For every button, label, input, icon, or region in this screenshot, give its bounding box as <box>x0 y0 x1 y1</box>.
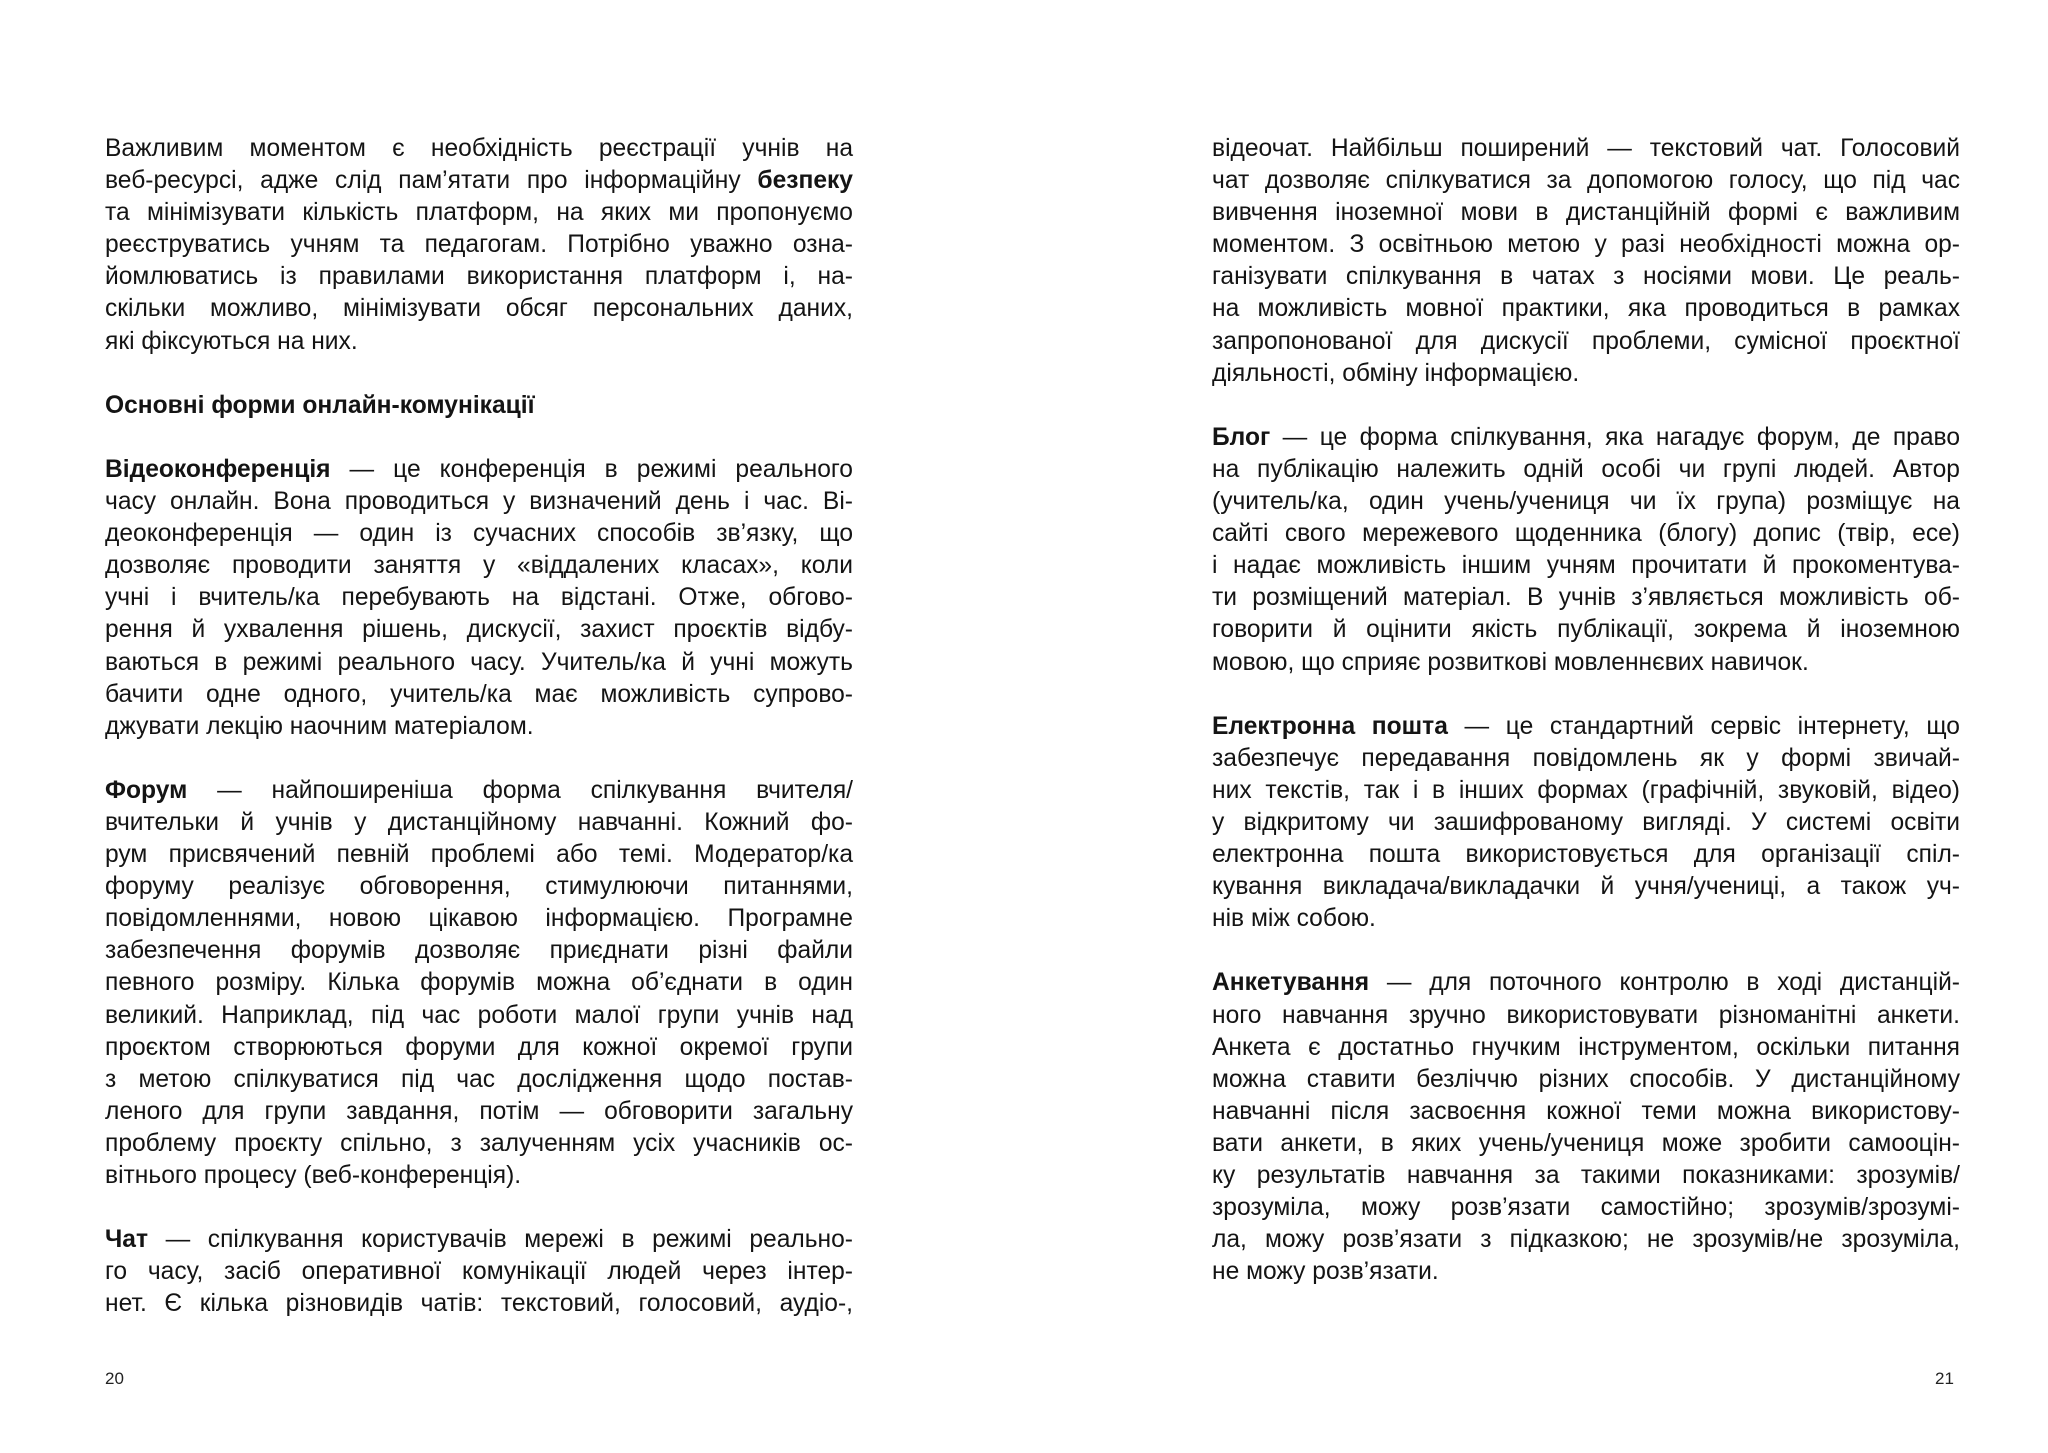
text-run: та мінімізувати кількість платформ, на яких ми пропонуємо <box>105 199 853 227</box>
paragraph <box>105 390 853 422</box>
text-run: проєктом створюються форуми для кожної окремої групи <box>105 1033 853 1061</box>
text-line <box>105 871 853 903</box>
text-run: — це форма спілкування, яка нагадує форум, де право <box>1270 423 1960 451</box>
text-line <box>1212 197 1960 229</box>
text-line <box>105 197 853 229</box>
bold-term: Основні форми онлайн-комунікації <box>105 391 535 419</box>
text-line <box>1212 711 1960 743</box>
paragraph-gap <box>1212 935 1960 967</box>
text-run: забезпечення форумів дозволяє приєднати різні файли <box>105 937 853 965</box>
text-line <box>105 165 853 197</box>
text-run: ного навчання зручно використовувати різноманітні анкети. <box>1212 1001 1960 1029</box>
text-run: нет. Є кілька різновидів чатів: текстовий, голосовий, аудіо-, <box>105 1290 853 1318</box>
text-run: говорити й оцінити якість публікації, зокрема й іноземною <box>1212 616 1960 644</box>
text-line <box>1212 807 1960 839</box>
text-run: них текстів, так і в інших формах (графічній, звуковій, відео) <box>1212 776 1960 804</box>
text-run: проблему проєкту спільно, з залученням усіх учасників ос- <box>105 1129 853 1157</box>
text-line <box>105 550 853 582</box>
text-run: на можливість мовної практики, яка проводиться в рамках <box>1212 295 1960 323</box>
text-line <box>1212 1160 1960 1192</box>
text-run: джувати лекцію наочним матеріалом. <box>105 712 534 740</box>
text-line <box>1212 647 1960 679</box>
text-line <box>105 1064 853 1096</box>
text-line <box>1212 454 1960 486</box>
page-number-left: 20 <box>105 1369 124 1388</box>
text-run: навчанні після засвоєння кожної теми можна використову- <box>1212 1097 1960 1125</box>
text-line <box>105 261 853 293</box>
paragraph <box>105 775 853 1192</box>
text-run: нів між собою. <box>1212 905 1376 933</box>
page-number-right: 21 <box>1935 1369 1954 1388</box>
text-run: рум присвячений певній проблемі або темі. Модератор/ка <box>105 841 853 869</box>
text-run: певного розміру. Кілька форумів можна об’єднати в один <box>105 969 853 997</box>
text-line <box>105 839 853 871</box>
text-run: які фіксуються на них. <box>105 327 358 355</box>
text-line <box>1212 1064 1960 1096</box>
text-line <box>1212 871 1960 903</box>
left-page <box>105 133 853 1320</box>
text-run: вчительки й учнів у дистанційному навчанні. Кожний фо- <box>105 808 853 836</box>
paragraph <box>105 454 853 743</box>
text-run: — найпоширеніша форма спілкування вчителя/ <box>187 776 853 804</box>
text-run: бачити одне одного, учитель/ка має можливість супрово- <box>105 680 853 708</box>
text-line <box>1212 614 1960 646</box>
text-line <box>1212 1096 1960 1128</box>
text-line <box>1212 1224 1960 1256</box>
text-line <box>105 229 853 261</box>
text-run: у відкритому чи зашифрованому вигляді. У системі освіти <box>1212 808 1960 836</box>
text-run: забезпечує передавання повідомлень як у формі звичай- <box>1212 744 1960 772</box>
text-run: вітнього процесу (веб-конференція). <box>105 1162 522 1189</box>
text-line <box>1212 967 1960 999</box>
text-run: деоконференція — один із сучасних способів зв’язку, що <box>105 520 853 548</box>
text-line <box>105 1128 853 1160</box>
text-line <box>1212 1256 1960 1288</box>
paragraph <box>1212 967 1960 1288</box>
text-line <box>1212 775 1960 807</box>
text-line <box>105 903 853 935</box>
paragraph <box>1212 711 1960 936</box>
text-run: го часу, засіб оперативної комунікації людей через інтер- <box>105 1258 853 1286</box>
text-line <box>1212 839 1960 871</box>
bold-term: Блог <box>1212 423 1271 451</box>
text-line <box>1212 358 1960 390</box>
text-line <box>105 486 853 518</box>
bold-term: Електронна пошта <box>1212 712 1448 740</box>
text-run: і надає можливість іншим учням прочитати й прокоментува- <box>1212 552 1960 580</box>
text-run: запропонованої для дискусії проблеми, сумісної проєктної <box>1212 327 1960 355</box>
text-run: ку результатів навчання за такими показниками: зрозумів/ <box>1212 1162 1960 1189</box>
text-line <box>105 1096 853 1128</box>
text-run: — це конференція в режимі реального <box>330 455 853 483</box>
text-line <box>1212 1000 1960 1032</box>
text-line <box>1212 582 1960 614</box>
text-line <box>105 326 853 358</box>
text-line <box>105 1032 853 1064</box>
paragraph <box>105 133 853 358</box>
bold-term: Чат <box>105 1226 149 1254</box>
text-run: веб-ресурсі, адже слід пам’ятати про інформаційну <box>105 167 758 195</box>
paragraph-gap <box>1212 679 1960 711</box>
text-run: — це стандартний сервіс інтернету, що <box>1447 712 1960 740</box>
text-line <box>105 1288 853 1320</box>
text-run: дозволяє проводити заняття у «віддалених класах», коли <box>105 552 853 580</box>
text-run: електронна пошта використовується для організації спіл- <box>1212 841 1960 869</box>
paragraph <box>1212 422 1960 679</box>
text-run: мовою, що сприяє розвиткові мовленнєвих навичок. <box>1212 648 1809 676</box>
text-run: кування викладача/викладачки й учня/учениці, а також уч- <box>1212 873 1960 901</box>
text-line <box>1212 903 1960 935</box>
bold-term: безпеку <box>757 167 853 195</box>
text-run: скільки можливо, мінімізувати обсяг персональних даних, <box>105 295 853 323</box>
text-line <box>105 807 853 839</box>
text-run: реєструватись учням та педагогам. Потрібно уважно озна- <box>105 231 853 259</box>
text-line <box>105 133 853 165</box>
text-line <box>105 935 853 967</box>
text-run: можна ставити безліччю різних способів. У дистанційному <box>1212 1065 1960 1093</box>
text-run: діяльності, обміну інформацією. <box>1212 359 1580 387</box>
paragraph-gap <box>1212 390 1960 422</box>
text-line <box>105 1000 853 1032</box>
right-page <box>1212 133 1960 1288</box>
text-line <box>105 390 853 422</box>
text-run: вивчення іноземної мови в дистанційній формі є важливим <box>1212 199 1960 227</box>
text-run: не можу розв’язати. <box>1212 1258 1439 1286</box>
text-run: Важливим моментом є необхідність реєстрації учнів на <box>105 135 853 162</box>
text-run: ла, можу розв’язати з підказкою; не зрозумів/не зрозуміла, <box>1212 1226 1960 1254</box>
text-line <box>105 1160 853 1192</box>
text-run: — спілкування користувачів мережі в режимі реально- <box>148 1226 853 1254</box>
text-line <box>105 775 853 807</box>
text-line <box>1212 550 1960 582</box>
paragraph <box>1212 133 1960 390</box>
text-line <box>1212 229 1960 261</box>
text-line <box>1212 133 1960 165</box>
text-run: з метою спілкуватися під час дослідження щодо постав- <box>105 1065 853 1093</box>
text-run: Анкета є достатньо гнучким інструментом, оскільки питання <box>1212 1033 1960 1061</box>
text-run: часу онлайн. Вона проводиться у визначений день і час. Ві- <box>105 488 853 516</box>
text-line <box>1212 1128 1960 1160</box>
text-line <box>105 614 853 646</box>
text-line <box>1212 165 1960 197</box>
text-line <box>1212 743 1960 775</box>
text-line <box>1212 1192 1960 1224</box>
text-run: (учитель/ка, один учень/учениця чи їх група) розміщує на <box>1212 488 1960 516</box>
text-line <box>105 679 853 711</box>
text-run: ганізувати спілкування в чатах з носіями мови. Це реаль- <box>1212 263 1960 291</box>
text-run: великий. Наприклад, під час роботи малої групи учнів над <box>105 1001 853 1029</box>
bold-term: Анкетування <box>1212 969 1370 997</box>
paragraph-gap <box>105 358 853 390</box>
text-run: — для поточного контролю в ході дистанцій- <box>1369 969 1960 997</box>
text-line <box>1212 293 1960 325</box>
text-run: леного для групи завдання, потім — обговорити загальну <box>105 1097 853 1125</box>
text-run: ваються в режимі реального часу. Учитель/ка й учні можуть <box>105 648 853 676</box>
text-line <box>1212 486 1960 518</box>
text-run: моментом. З освітньою метою у разі необхідності можна ор- <box>1212 231 1960 259</box>
text-run: учні і вчитель/ка перебувають на відстані. Отже, обгово- <box>105 584 853 612</box>
text-line <box>1212 326 1960 358</box>
text-run: рення й ухвалення рішень, дискусії, захист проєктів відбу- <box>105 616 853 644</box>
text-run: ти розміщений матеріал. В учнів з’являється можливість об- <box>1212 584 1960 612</box>
text-line <box>105 1256 853 1288</box>
text-run: відеочат. Найбільш поширений — текстовий чат. Голосовий <box>1212 135 1960 162</box>
text-run: форуму реалізує обговорення, стимулюючи питаннями, <box>105 873 853 901</box>
paragraph-gap <box>105 422 853 454</box>
text-line <box>105 454 853 486</box>
text-run: йомлюватись із правилами використання платформ і, на- <box>105 263 853 291</box>
paragraph <box>105 1224 853 1320</box>
text-line <box>105 582 853 614</box>
text-line <box>105 647 853 679</box>
text-line <box>1212 422 1960 454</box>
paragraph-gap <box>105 743 853 775</box>
text-line <box>1212 518 1960 550</box>
text-run: вати анкети, в яких учень/учениця може зробити самооцін- <box>1212 1129 1960 1157</box>
bold-term: Форум <box>105 776 188 804</box>
bold-term: Відеоконференція <box>105 455 331 483</box>
text-line <box>105 293 853 325</box>
text-run: на публікацію належить одній особі чи групі людей. Автор <box>1212 455 1960 483</box>
text-run: чат дозволяє спілкуватися за допомогою голосу, що під час <box>1212 167 1960 195</box>
text-line <box>1212 1032 1960 1064</box>
paragraph-gap <box>105 1192 853 1224</box>
text-line <box>1212 261 1960 293</box>
text-line <box>105 711 853 743</box>
text-run: зрозуміла, можу розв’язати самостійно; зрозумів/зрозумі- <box>1212 1194 1960 1222</box>
text-line <box>105 518 853 550</box>
text-line <box>105 967 853 999</box>
text-line <box>105 1224 853 1256</box>
text-run: сайті свого мережевого щоденника (блогу) допис (твір, есе) <box>1212 520 1960 548</box>
text-run: повідомленнями, новою цікавою інформацією. Програмне <box>105 905 853 933</box>
